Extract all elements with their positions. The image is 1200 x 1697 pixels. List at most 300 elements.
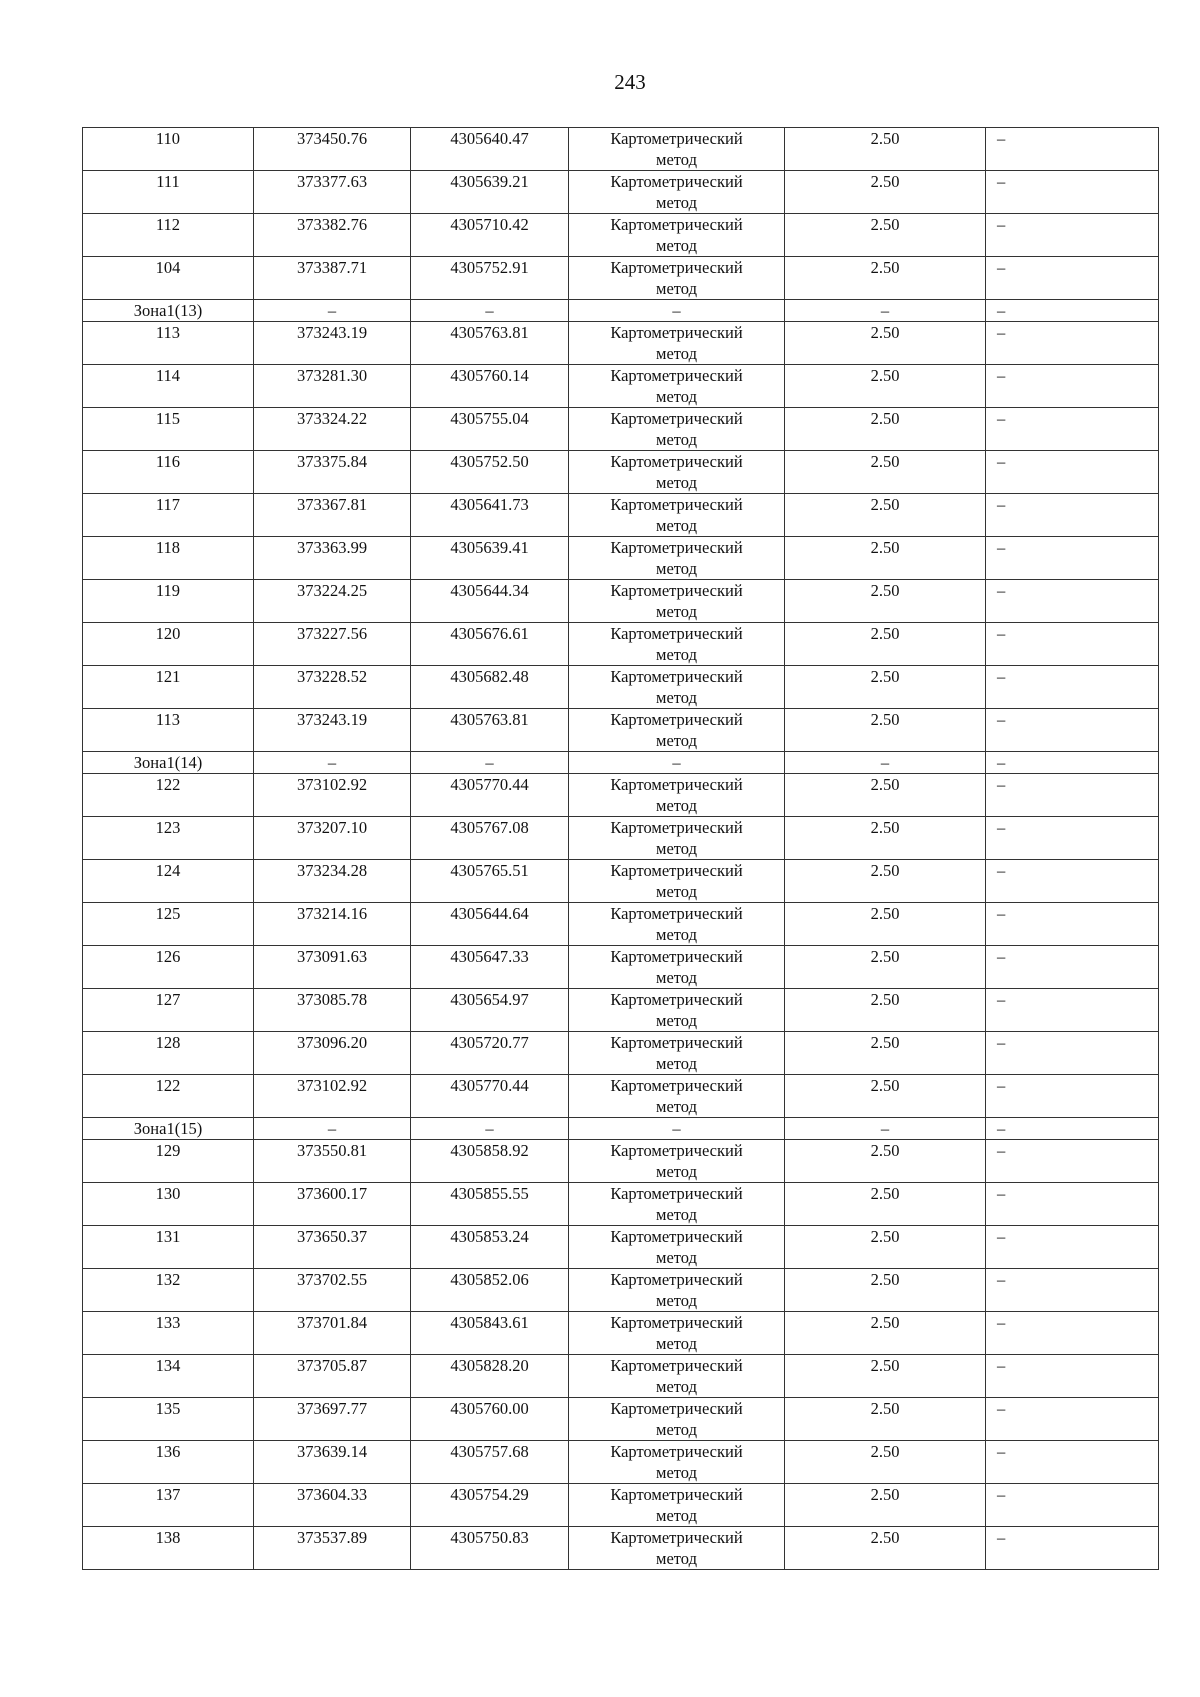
coordinates-table xyxy=(82,127,1159,1570)
method-line: Картометрический xyxy=(610,1399,743,1418)
method-line: Картометрический xyxy=(610,258,743,277)
x-coordinate-cell: 373650.37 xyxy=(254,1226,411,1269)
description-cell: – xyxy=(986,451,1159,494)
method-line: Картометрический xyxy=(610,818,743,837)
method-cell xyxy=(569,171,785,214)
method-cell xyxy=(569,257,785,300)
point-number-cell: 134 xyxy=(83,1355,254,1398)
point-row xyxy=(83,494,1159,537)
accuracy-cell: 2.50 xyxy=(785,214,986,257)
point-row xyxy=(83,580,1159,623)
y-coordinate-cell: 4305843.61 xyxy=(411,1312,569,1355)
y-coordinate-cell: 4305640.47 xyxy=(411,128,569,171)
description-cell: – xyxy=(986,1312,1159,1355)
x-coordinate-cell: 373697.77 xyxy=(254,1398,411,1441)
method-cell xyxy=(569,666,785,709)
x-coordinate-cell: 373281.30 xyxy=(254,365,411,408)
y-coordinate-cell: 4305853.24 xyxy=(411,1226,569,1269)
method-cell xyxy=(569,1075,785,1118)
method-line: Картометрический xyxy=(610,1076,743,1095)
method-cell xyxy=(569,494,785,537)
description-cell: – xyxy=(986,1441,1159,1484)
x-coordinate-cell: 373228.52 xyxy=(254,666,411,709)
x-coordinate-cell: 373102.92 xyxy=(254,774,411,817)
method-line: Картометрический xyxy=(610,452,743,471)
x-coordinate-cell: 373600.17 xyxy=(254,1183,411,1226)
description-cell: – xyxy=(986,537,1159,580)
point-number-cell: 115 xyxy=(83,408,254,451)
method-line: Картометрический xyxy=(610,323,743,342)
method-line: Картометрический xyxy=(610,861,743,880)
y-coordinate-cell: 4305644.34 xyxy=(411,580,569,623)
method-line: Картометрический xyxy=(610,1184,743,1203)
point-number-cell: 136 xyxy=(83,1441,254,1484)
point-number-cell: 116 xyxy=(83,451,254,494)
x-coordinate-cell: 373214.16 xyxy=(254,903,411,946)
method-cell xyxy=(569,1312,785,1355)
x-coordinate-cell: 373377.63 xyxy=(254,171,411,214)
method-line: Картометрический xyxy=(610,172,743,191)
method-line: метод xyxy=(656,1420,697,1439)
y-coordinate-cell: 4305763.81 xyxy=(411,322,569,365)
method-line: Картометрический xyxy=(610,409,743,428)
description-cell: – xyxy=(986,1140,1159,1183)
accuracy-cell: – xyxy=(785,1118,986,1140)
x-coordinate-cell: 373382.76 xyxy=(254,214,411,257)
accuracy-cell: 2.50 xyxy=(785,666,986,709)
point-row xyxy=(83,1312,1159,1355)
y-coordinate-cell: 4305765.51 xyxy=(411,860,569,903)
accuracy-cell: 2.50 xyxy=(785,860,986,903)
description-cell: – xyxy=(986,214,1159,257)
accuracy-cell: 2.50 xyxy=(785,1075,986,1118)
description-cell: – xyxy=(986,903,1159,946)
method-line: метод xyxy=(656,731,697,750)
point-row xyxy=(83,1183,1159,1226)
point-number-cell: 123 xyxy=(83,817,254,860)
point-row xyxy=(83,817,1159,860)
y-coordinate-cell: 4305760.00 xyxy=(411,1398,569,1441)
accuracy-cell: 2.50 xyxy=(785,1527,986,1570)
x-coordinate-cell: 373450.76 xyxy=(254,128,411,171)
method-line: метод xyxy=(656,387,697,406)
x-coordinate-cell: 373705.87 xyxy=(254,1355,411,1398)
y-coordinate-cell: 4305641.73 xyxy=(411,494,569,537)
description-cell: – xyxy=(986,365,1159,408)
method-line: метод xyxy=(656,279,697,298)
y-coordinate-cell: 4305639.41 xyxy=(411,537,569,580)
point-number-cell: 133 xyxy=(83,1312,254,1355)
point-number-cell: 119 xyxy=(83,580,254,623)
method-line: метод xyxy=(656,150,697,169)
point-row xyxy=(83,623,1159,666)
y-coordinate-cell: 4305855.55 xyxy=(411,1183,569,1226)
method-line: Картометрический xyxy=(610,710,743,729)
accuracy-cell: 2.50 xyxy=(785,903,986,946)
x-coordinate-cell: 373207.10 xyxy=(254,817,411,860)
description-cell: – xyxy=(986,1484,1159,1527)
accuracy-cell: – xyxy=(785,300,986,322)
accuracy-cell: 2.50 xyxy=(785,322,986,365)
accuracy-cell: 2.50 xyxy=(785,171,986,214)
accuracy-cell: 2.50 xyxy=(785,1484,986,1527)
point-number-cell: 114 xyxy=(83,365,254,408)
method-line: метод xyxy=(656,236,697,255)
method-line: метод xyxy=(656,516,697,535)
x-coordinate-cell: 373224.25 xyxy=(254,580,411,623)
description-cell: – xyxy=(986,623,1159,666)
method-line: метод xyxy=(656,1291,697,1310)
point-row xyxy=(83,1140,1159,1183)
method-line: Картометрический xyxy=(610,215,743,234)
point-number-cell: 122 xyxy=(83,774,254,817)
description-cell: – xyxy=(986,1183,1159,1226)
description-cell: – xyxy=(986,300,1159,322)
point-row xyxy=(83,946,1159,989)
method-line: метод xyxy=(656,1248,697,1267)
method-line: метод xyxy=(656,1097,697,1116)
method-cell xyxy=(569,214,785,257)
point-number-cell: 126 xyxy=(83,946,254,989)
method-cell xyxy=(569,1118,785,1140)
accuracy-cell: 2.50 xyxy=(785,709,986,752)
point-number-cell: 137 xyxy=(83,1484,254,1527)
y-coordinate-cell: 4305752.50 xyxy=(411,451,569,494)
accuracy-cell: 2.50 xyxy=(785,1032,986,1075)
method-line: метод xyxy=(656,925,697,944)
x-coordinate-cell: 373234.28 xyxy=(254,860,411,903)
accuracy-cell: – xyxy=(785,752,986,774)
method-line: Картометрический xyxy=(610,1485,743,1504)
method-line: метод xyxy=(656,1162,697,1181)
y-coordinate-cell: 4305676.61 xyxy=(411,623,569,666)
x-coordinate-cell: 373367.81 xyxy=(254,494,411,537)
description-cell: – xyxy=(986,709,1159,752)
method-line: Картометрический xyxy=(610,1313,743,1332)
description-cell: – xyxy=(986,817,1159,860)
accuracy-cell: 2.50 xyxy=(785,494,986,537)
method-cell xyxy=(569,1355,785,1398)
x-coordinate-cell: 373243.19 xyxy=(254,709,411,752)
point-number-cell: 118 xyxy=(83,537,254,580)
x-coordinate-cell: 373243.19 xyxy=(254,322,411,365)
y-coordinate-cell: 4305757.68 xyxy=(411,1441,569,1484)
point-row xyxy=(83,365,1159,408)
method-line: Картометрический xyxy=(610,667,743,686)
method-line: Картометрический xyxy=(610,495,743,514)
method-cell xyxy=(569,709,785,752)
method-cell xyxy=(569,1269,785,1312)
method-line: метод xyxy=(656,645,697,664)
method-line: Картометрический xyxy=(610,624,743,643)
method-line: Картометрический xyxy=(610,129,743,148)
x-coordinate-cell: 373639.14 xyxy=(254,1441,411,1484)
accuracy-cell: 2.50 xyxy=(785,257,986,300)
y-coordinate-cell: – xyxy=(411,300,569,322)
accuracy-cell: 2.50 xyxy=(785,1398,986,1441)
method-cell xyxy=(569,537,785,580)
method-cell xyxy=(569,1140,785,1183)
accuracy-cell: 2.50 xyxy=(785,128,986,171)
method-line: метод xyxy=(656,839,697,858)
method-line: Картометрический xyxy=(610,904,743,923)
method-line: Картометрический xyxy=(610,1033,743,1052)
accuracy-cell: 2.50 xyxy=(785,408,986,451)
point-row xyxy=(83,709,1159,752)
method-cell xyxy=(569,1441,785,1484)
method-line: метод xyxy=(656,968,697,987)
method-line: Картометрический xyxy=(610,581,743,600)
method-line: метод xyxy=(656,1463,697,1482)
description-cell: – xyxy=(986,494,1159,537)
description-cell: – xyxy=(986,1527,1159,1570)
method-cell xyxy=(569,903,785,946)
accuracy-cell: 2.50 xyxy=(785,451,986,494)
point-row xyxy=(83,774,1159,817)
x-coordinate-cell: 373324.22 xyxy=(254,408,411,451)
x-coordinate-cell: 373085.78 xyxy=(254,989,411,1032)
y-coordinate-cell: 4305752.91 xyxy=(411,257,569,300)
point-number-cell: 110 xyxy=(83,128,254,171)
accuracy-cell: 2.50 xyxy=(785,774,986,817)
y-coordinate-cell: 4305828.20 xyxy=(411,1355,569,1398)
x-coordinate-cell: 373701.84 xyxy=(254,1312,411,1355)
point-number-cell: 122 xyxy=(83,1075,254,1118)
method-cell xyxy=(569,128,785,171)
x-coordinate-cell: – xyxy=(254,300,411,322)
zone-header-row xyxy=(83,300,1159,322)
method-cell xyxy=(569,300,785,322)
point-row xyxy=(83,451,1159,494)
point-row xyxy=(83,1527,1159,1570)
point-row xyxy=(83,537,1159,580)
method-line: Картометрический xyxy=(610,1356,743,1375)
point-row xyxy=(83,1032,1159,1075)
point-row xyxy=(83,989,1159,1032)
point-row xyxy=(83,257,1159,300)
method-cell xyxy=(569,1032,785,1075)
method-line: – xyxy=(672,301,681,320)
description-cell: – xyxy=(986,774,1159,817)
description-cell: – xyxy=(986,257,1159,300)
description-cell: – xyxy=(986,1269,1159,1312)
page-number: 243 xyxy=(614,70,646,94)
point-number-cell: 124 xyxy=(83,860,254,903)
method-cell xyxy=(569,322,785,365)
method-cell xyxy=(569,408,785,451)
point-number-cell: 111 xyxy=(83,171,254,214)
point-number-cell: 138 xyxy=(83,1527,254,1570)
method-line: метод xyxy=(656,688,697,707)
point-number-cell: 132 xyxy=(83,1269,254,1312)
accuracy-cell: 2.50 xyxy=(785,623,986,666)
point-number-cell: 120 xyxy=(83,623,254,666)
accuracy-cell: 2.50 xyxy=(785,1441,986,1484)
method-cell xyxy=(569,623,785,666)
y-coordinate-cell: 4305720.77 xyxy=(411,1032,569,1075)
y-coordinate-cell: 4305639.21 xyxy=(411,171,569,214)
y-coordinate-cell: – xyxy=(411,752,569,774)
y-coordinate-cell: 4305644.64 xyxy=(411,903,569,946)
y-coordinate-cell: – xyxy=(411,1118,569,1140)
y-coordinate-cell: 4305760.14 xyxy=(411,365,569,408)
zone-header-row xyxy=(83,752,1159,774)
method-line: – xyxy=(672,1119,681,1138)
method-line: Картометрический xyxy=(610,1528,743,1547)
method-cell xyxy=(569,774,785,817)
x-coordinate-cell: 373387.71 xyxy=(254,257,411,300)
point-number-cell: Зона1(14) xyxy=(83,752,254,774)
description-cell: – xyxy=(986,1355,1159,1398)
description-cell: – xyxy=(986,408,1159,451)
accuracy-cell: 2.50 xyxy=(785,537,986,580)
point-number-cell: 130 xyxy=(83,1183,254,1226)
method-line: Картометрический xyxy=(610,538,743,557)
method-cell xyxy=(569,860,785,903)
x-coordinate-cell: 373604.33 xyxy=(254,1484,411,1527)
method-cell xyxy=(569,1398,785,1441)
method-line: метод xyxy=(656,1549,697,1568)
y-coordinate-cell: 4305710.42 xyxy=(411,214,569,257)
method-cell xyxy=(569,817,785,860)
accuracy-cell: 2.50 xyxy=(785,989,986,1032)
method-cell xyxy=(569,1226,785,1269)
y-coordinate-cell: 4305750.83 xyxy=(411,1527,569,1570)
method-cell xyxy=(569,989,785,1032)
point-row xyxy=(83,1269,1159,1312)
point-row xyxy=(83,171,1159,214)
accuracy-cell: 2.50 xyxy=(785,1355,986,1398)
point-row xyxy=(83,1355,1159,1398)
method-line: метод xyxy=(656,559,697,578)
accuracy-cell: 2.50 xyxy=(785,1140,986,1183)
coordinates-table-body xyxy=(83,128,1159,1570)
point-row xyxy=(83,1075,1159,1118)
point-row xyxy=(83,860,1159,903)
accuracy-cell: 2.50 xyxy=(785,1269,986,1312)
y-coordinate-cell: 4305654.97 xyxy=(411,989,569,1032)
point-number-cell: 135 xyxy=(83,1398,254,1441)
x-coordinate-cell: 373702.55 xyxy=(254,1269,411,1312)
y-coordinate-cell: 4305682.48 xyxy=(411,666,569,709)
point-row xyxy=(83,322,1159,365)
point-number-cell: 112 xyxy=(83,214,254,257)
x-coordinate-cell: 373102.92 xyxy=(254,1075,411,1118)
method-line: Картометрический xyxy=(610,1442,743,1461)
description-cell: – xyxy=(986,666,1159,709)
description-cell: – xyxy=(986,860,1159,903)
accuracy-cell: 2.50 xyxy=(785,817,986,860)
x-coordinate-cell: 373096.20 xyxy=(254,1032,411,1075)
x-coordinate-cell: – xyxy=(254,752,411,774)
x-coordinate-cell: 373537.89 xyxy=(254,1527,411,1570)
description-cell: – xyxy=(986,322,1159,365)
description-cell: – xyxy=(986,128,1159,171)
point-number-cell: 104 xyxy=(83,257,254,300)
y-coordinate-cell: 4305754.29 xyxy=(411,1484,569,1527)
method-line: метод xyxy=(656,1205,697,1224)
method-cell xyxy=(569,580,785,623)
point-row xyxy=(83,408,1159,451)
method-line: Картометрический xyxy=(610,1141,743,1160)
point-row xyxy=(83,1226,1159,1269)
method-cell xyxy=(569,752,785,774)
point-row xyxy=(83,214,1159,257)
x-coordinate-cell: 373363.99 xyxy=(254,537,411,580)
description-cell: – xyxy=(986,1226,1159,1269)
method-line: Картометрический xyxy=(610,1227,743,1246)
accuracy-cell: 2.50 xyxy=(785,946,986,989)
description-cell: – xyxy=(986,1032,1159,1075)
y-coordinate-cell: 4305858.92 xyxy=(411,1140,569,1183)
description-cell: – xyxy=(986,171,1159,214)
method-line: метод xyxy=(656,430,697,449)
point-number-cell: 125 xyxy=(83,903,254,946)
method-line: метод xyxy=(656,473,697,492)
x-coordinate-cell: – xyxy=(254,1118,411,1140)
method-cell xyxy=(569,1527,785,1570)
zone-header-row xyxy=(83,1118,1159,1140)
method-line: метод xyxy=(656,193,697,212)
method-line: метод xyxy=(656,1011,697,1030)
point-number-cell: Зона1(15) xyxy=(83,1118,254,1140)
y-coordinate-cell: 4305770.44 xyxy=(411,1075,569,1118)
method-line: – xyxy=(672,753,681,772)
description-cell: – xyxy=(986,946,1159,989)
accuracy-cell: 2.50 xyxy=(785,1183,986,1226)
method-line: метод xyxy=(656,344,697,363)
method-line: Картометрический xyxy=(610,990,743,1009)
method-line: Картометрический xyxy=(610,947,743,966)
method-line: Картометрический xyxy=(610,1270,743,1289)
method-line: метод xyxy=(656,796,697,815)
point-row xyxy=(83,903,1159,946)
method-line: метод xyxy=(656,1377,697,1396)
y-coordinate-cell: 4305755.04 xyxy=(411,408,569,451)
method-line: Картометрический xyxy=(610,366,743,385)
x-coordinate-cell: 373375.84 xyxy=(254,451,411,494)
point-number-cell: Зона1(13) xyxy=(83,300,254,322)
y-coordinate-cell: 4305852.06 xyxy=(411,1269,569,1312)
method-line: метод xyxy=(656,602,697,621)
accuracy-cell: 2.50 xyxy=(785,580,986,623)
point-number-cell: 127 xyxy=(83,989,254,1032)
x-coordinate-cell: 373227.56 xyxy=(254,623,411,666)
accuracy-cell: 2.50 xyxy=(785,365,986,408)
x-coordinate-cell: 373091.63 xyxy=(254,946,411,989)
method-cell xyxy=(569,365,785,408)
point-number-cell: 121 xyxy=(83,666,254,709)
method-line: метод xyxy=(656,1506,697,1525)
point-row xyxy=(83,1441,1159,1484)
y-coordinate-cell: 4305770.44 xyxy=(411,774,569,817)
method-line: метод xyxy=(656,1054,697,1073)
description-cell: – xyxy=(986,1398,1159,1441)
point-number-cell: 117 xyxy=(83,494,254,537)
method-line: Картометрический xyxy=(610,775,743,794)
accuracy-cell: 2.50 xyxy=(785,1312,986,1355)
point-number-cell: 113 xyxy=(83,709,254,752)
point-number-cell: 131 xyxy=(83,1226,254,1269)
point-row xyxy=(83,666,1159,709)
y-coordinate-cell: 4305647.33 xyxy=(411,946,569,989)
method-cell xyxy=(569,1183,785,1226)
description-cell: – xyxy=(986,1075,1159,1118)
point-row xyxy=(83,1398,1159,1441)
method-cell xyxy=(569,946,785,989)
point-row xyxy=(83,1484,1159,1527)
method-line: метод xyxy=(656,1334,697,1353)
